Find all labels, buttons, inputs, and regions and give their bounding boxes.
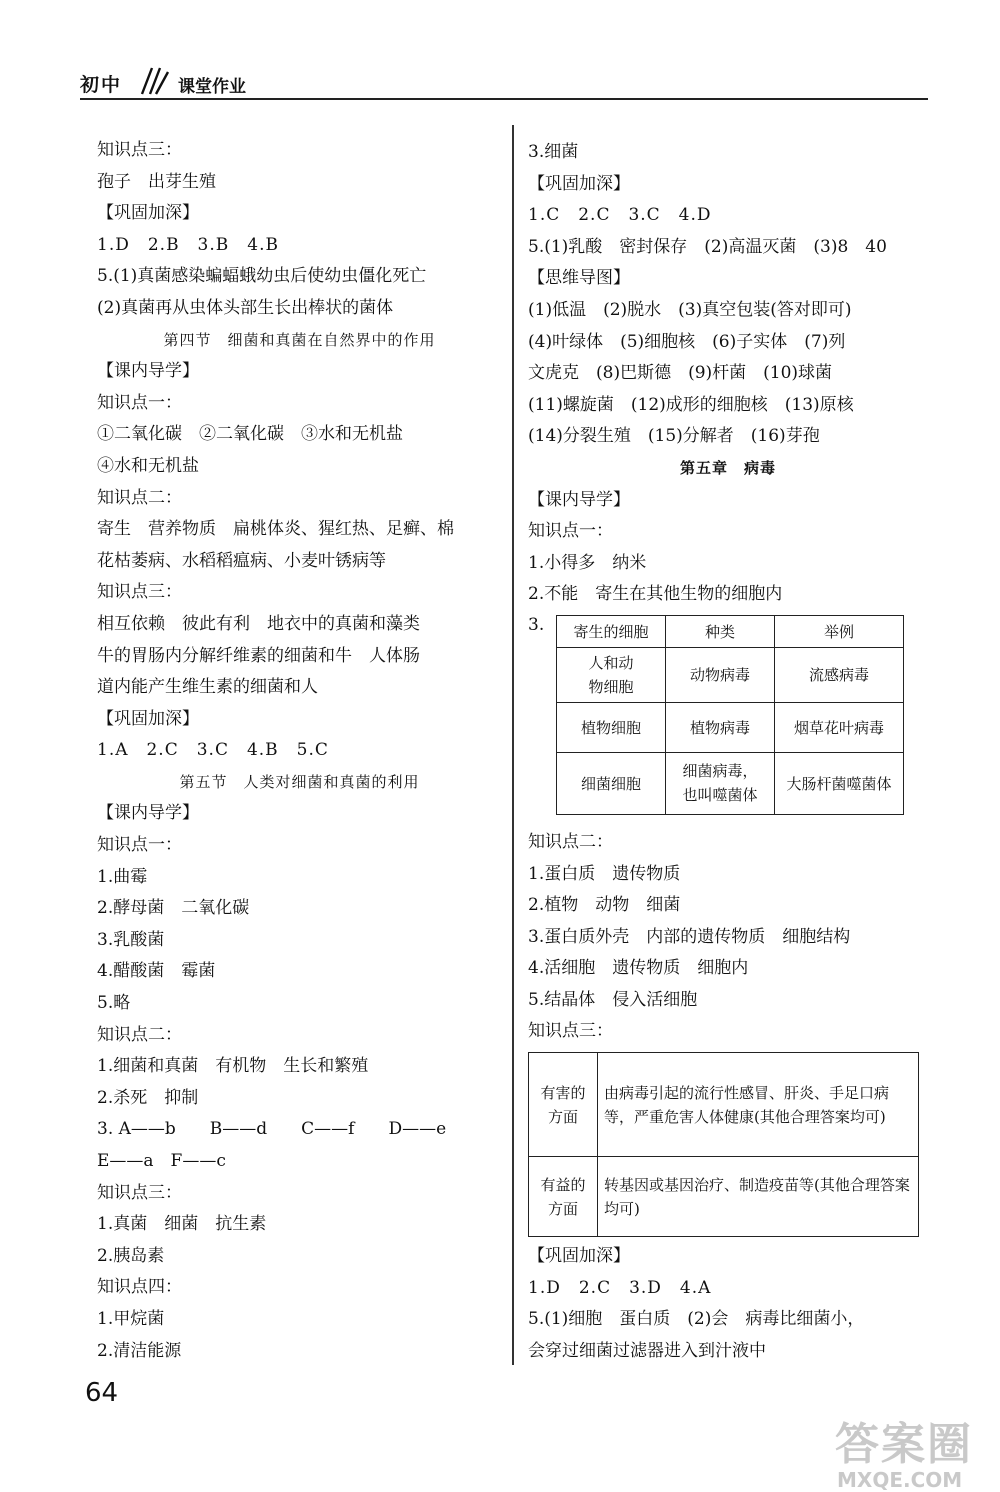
answer-line: 1.C 2.C 3.C 4.D [528, 205, 712, 226]
header-title: 课堂作业 [178, 77, 246, 97]
answer-line: 1.甲烷菌 [97, 1308, 165, 1329]
answer-line: 4.醋酸菌 霉菌 [97, 961, 216, 982]
answer-line: (14)分裂生殖 (15)分解者 (16)芽孢 [528, 426, 820, 447]
section-tag: 【巩固加深】 [97, 708, 199, 729]
table-cell: 细菌病毒， 也叫噬菌体 [666, 752, 775, 814]
knowledge-point-heading: 知识点一： [97, 392, 182, 413]
table-header-cell: 寄生的细胞 [557, 615, 666, 647]
answer-line: (11)螺旋菌 (12)成形的细胞核 (13)原核 [528, 394, 854, 415]
answer-line: 5.(1)细胞 蛋白质 (2)会 病毒比细菌小， [528, 1309, 865, 1330]
answer-line: 牛的胃肠内分解纤维素的细菌和牛 人体肠 [97, 645, 420, 666]
table-cell: 有益的 方面 [529, 1157, 598, 1237]
answer-line: 寄生 营养物质 扁桃体炎、猩红热、足癣、棉 [97, 519, 454, 540]
table-cell: 细菌细胞 [557, 752, 666, 814]
section-tag: 【课内导学】 [528, 489, 630, 510]
answer-line: 4.活细胞 遗传物质 细胞内 [528, 958, 749, 979]
answer-line: 3.蛋白质外壳 内部的遗传物质 细胞结构 [528, 926, 851, 947]
answer-line: 1.小得多 纳米 [528, 552, 647, 573]
knowledge-point-heading: 知识点二： [528, 831, 613, 852]
table-header-cell: 举例 [775, 615, 904, 647]
section-tag: 【课内导学】 [97, 361, 199, 382]
knowledge-point-heading: 知识点四： [97, 1277, 182, 1298]
section-tag: 【巩固加深】 [528, 173, 630, 194]
answer-line: 1.A 2.C 3.C 4.B 5.C [97, 740, 329, 761]
answer-line: 5.略 [97, 993, 131, 1014]
answer-line: 1.曲霉 [97, 866, 148, 887]
table-cell: 烟草花叶病毒 [775, 702, 904, 752]
header-grade: 初中 [80, 74, 123, 96]
question-number: 3. [528, 614, 545, 635]
section-title: 第五节 人类对细菌和真菌的利用 [179, 772, 420, 791]
answer-line: (1)低温 (2)脱水 (3)真空包装(答对即可) [528, 299, 852, 320]
knowledge-point-heading: 知识点一： [528, 521, 613, 542]
right-column [528, 137, 928, 1367]
section-tag: 【巩固加深】 [528, 1246, 630, 1267]
knowledge-point-heading: 知识点二： [97, 487, 182, 508]
answer-line: 5.结晶体 侵入活细胞 [528, 989, 698, 1010]
answer-line: 孢子 出芽生殖 [97, 171, 216, 192]
answer-line: 2.杀死 抑制 [97, 1087, 199, 1108]
answer-line: 5.(1)乳酸 密封保存 (2)高温灭菌 (3)8 40 [528, 236, 887, 257]
knowledge-point-heading: 知识点二： [97, 1024, 182, 1045]
page-header [80, 70, 928, 100]
virus-impact-table [528, 1052, 919, 1237]
table-cell: 植物细胞 [557, 702, 666, 752]
section-title: 第四节 细菌和真菌在自然界中的作用 [163, 330, 436, 349]
knowledge-point-heading: 知识点三： [528, 1021, 613, 1042]
table-cell: 有害的 方面 [529, 1053, 598, 1157]
virus-table-block [528, 615, 928, 827]
answer-line: 1.细菌和真菌 有机物 生长和繁殖 [97, 1056, 369, 1077]
knowledge-point-heading: 知识点三： [97, 1182, 182, 1203]
knowledge-point-heading: 知识点三： [97, 140, 182, 160]
answer-line: 2.不能 寄生在其他生物的细胞内 [528, 584, 783, 605]
double-chevron-icon [138, 64, 172, 102]
table-cell: 流感病毒 [775, 647, 904, 702]
watermark-url: MXQE.COM [837, 1468, 963, 1492]
answer-line: 会穿过细菌过滤器进入到汁液中 [528, 1340, 766, 1361]
table-header-cell: 种类 [666, 615, 775, 647]
table-cell: 植物病毒 [666, 702, 775, 752]
answer-line: E——a F——c [97, 1151, 226, 1171]
knowledge-point-heading: 知识点三： [97, 582, 182, 603]
answer-line: 1.蛋白质 遗传物质 [528, 863, 681, 884]
answer-line: 1.真菌 细菌 抗生素 [97, 1214, 267, 1235]
virus-type-table [556, 615, 904, 815]
answer-line: 3.乳酸菌 [97, 929, 165, 950]
answer-line: 1.D 2.B 3.B 4.B [97, 234, 279, 255]
answer-line: 2.植物 动物 细菌 [528, 895, 681, 916]
answer-line: ①二氧化碳 ②二氧化碳 ③水和无机盐 [97, 424, 403, 445]
section-tag: 【巩固加深】 [97, 203, 199, 224]
answer-line: 2.胰岛素 [97, 1245, 165, 1266]
answer-line: 文虎克 (8)巴斯德 (9)杆菌 (10)球菌 [528, 363, 833, 384]
table-cell: 人和动 物细胞 [557, 647, 666, 702]
answer-line: 3. A——b B——d C——f D——e [97, 1119, 447, 1140]
section-tag: 【课内导学】 [97, 803, 199, 824]
answer-line: 2.酵母菌 二氧化碳 [97, 898, 250, 919]
answer-line: 花枯萎病、水稻稻瘟病、小麦叶锈病等 [97, 550, 386, 571]
header-rule [80, 98, 928, 100]
answer-line: 5.(1)真菌感染蝙蝠蛾幼虫后使幼虫僵化死亡 [97, 266, 427, 287]
section-tag: 【思维导图】 [528, 268, 630, 289]
page-number: 64 [85, 1378, 119, 1408]
answer-line: (2)真菌再从虫体头部生长出棒状的菌体 [97, 297, 394, 318]
answer-line: 相互依赖 彼此有利 地衣中的真菌和藻类 [97, 613, 420, 634]
answer-line: 3.细菌 [528, 142, 579, 162]
knowledge-point-heading: 知识点一： [97, 835, 182, 856]
table-cell: 大肠杆菌噬菌体 [775, 752, 904, 814]
answer-line: 2.清洁能源 [97, 1340, 182, 1361]
left-column [97, 135, 502, 1367]
answer-line: (4)叶绿体 (5)细胞核 (6)子实体 (7)列 [528, 331, 846, 352]
answer-line: 1.D 2.C 3.D 4.A [528, 1277, 712, 1298]
table-cell: 转基因或基因治疗、制造疫苗等(其他合理答案均可) [598, 1157, 919, 1237]
chapter-title: 第五章 病毒 [679, 458, 776, 477]
column-divider [512, 125, 514, 1365]
table-cell: 由病毒引起的流行性感冒、肝炎、手足口病等，严重危害人体健康(其他合理答案均可) [598, 1053, 919, 1157]
watermark-logo [835, 1408, 973, 1492]
table-cell: 动物病毒 [666, 647, 775, 702]
watermark-text: 答案圈 [835, 1419, 973, 1470]
answer-line: 道内能产生维生素的细菌和人 [97, 677, 318, 698]
answer-line: ④水和无机盐 [97, 455, 199, 476]
